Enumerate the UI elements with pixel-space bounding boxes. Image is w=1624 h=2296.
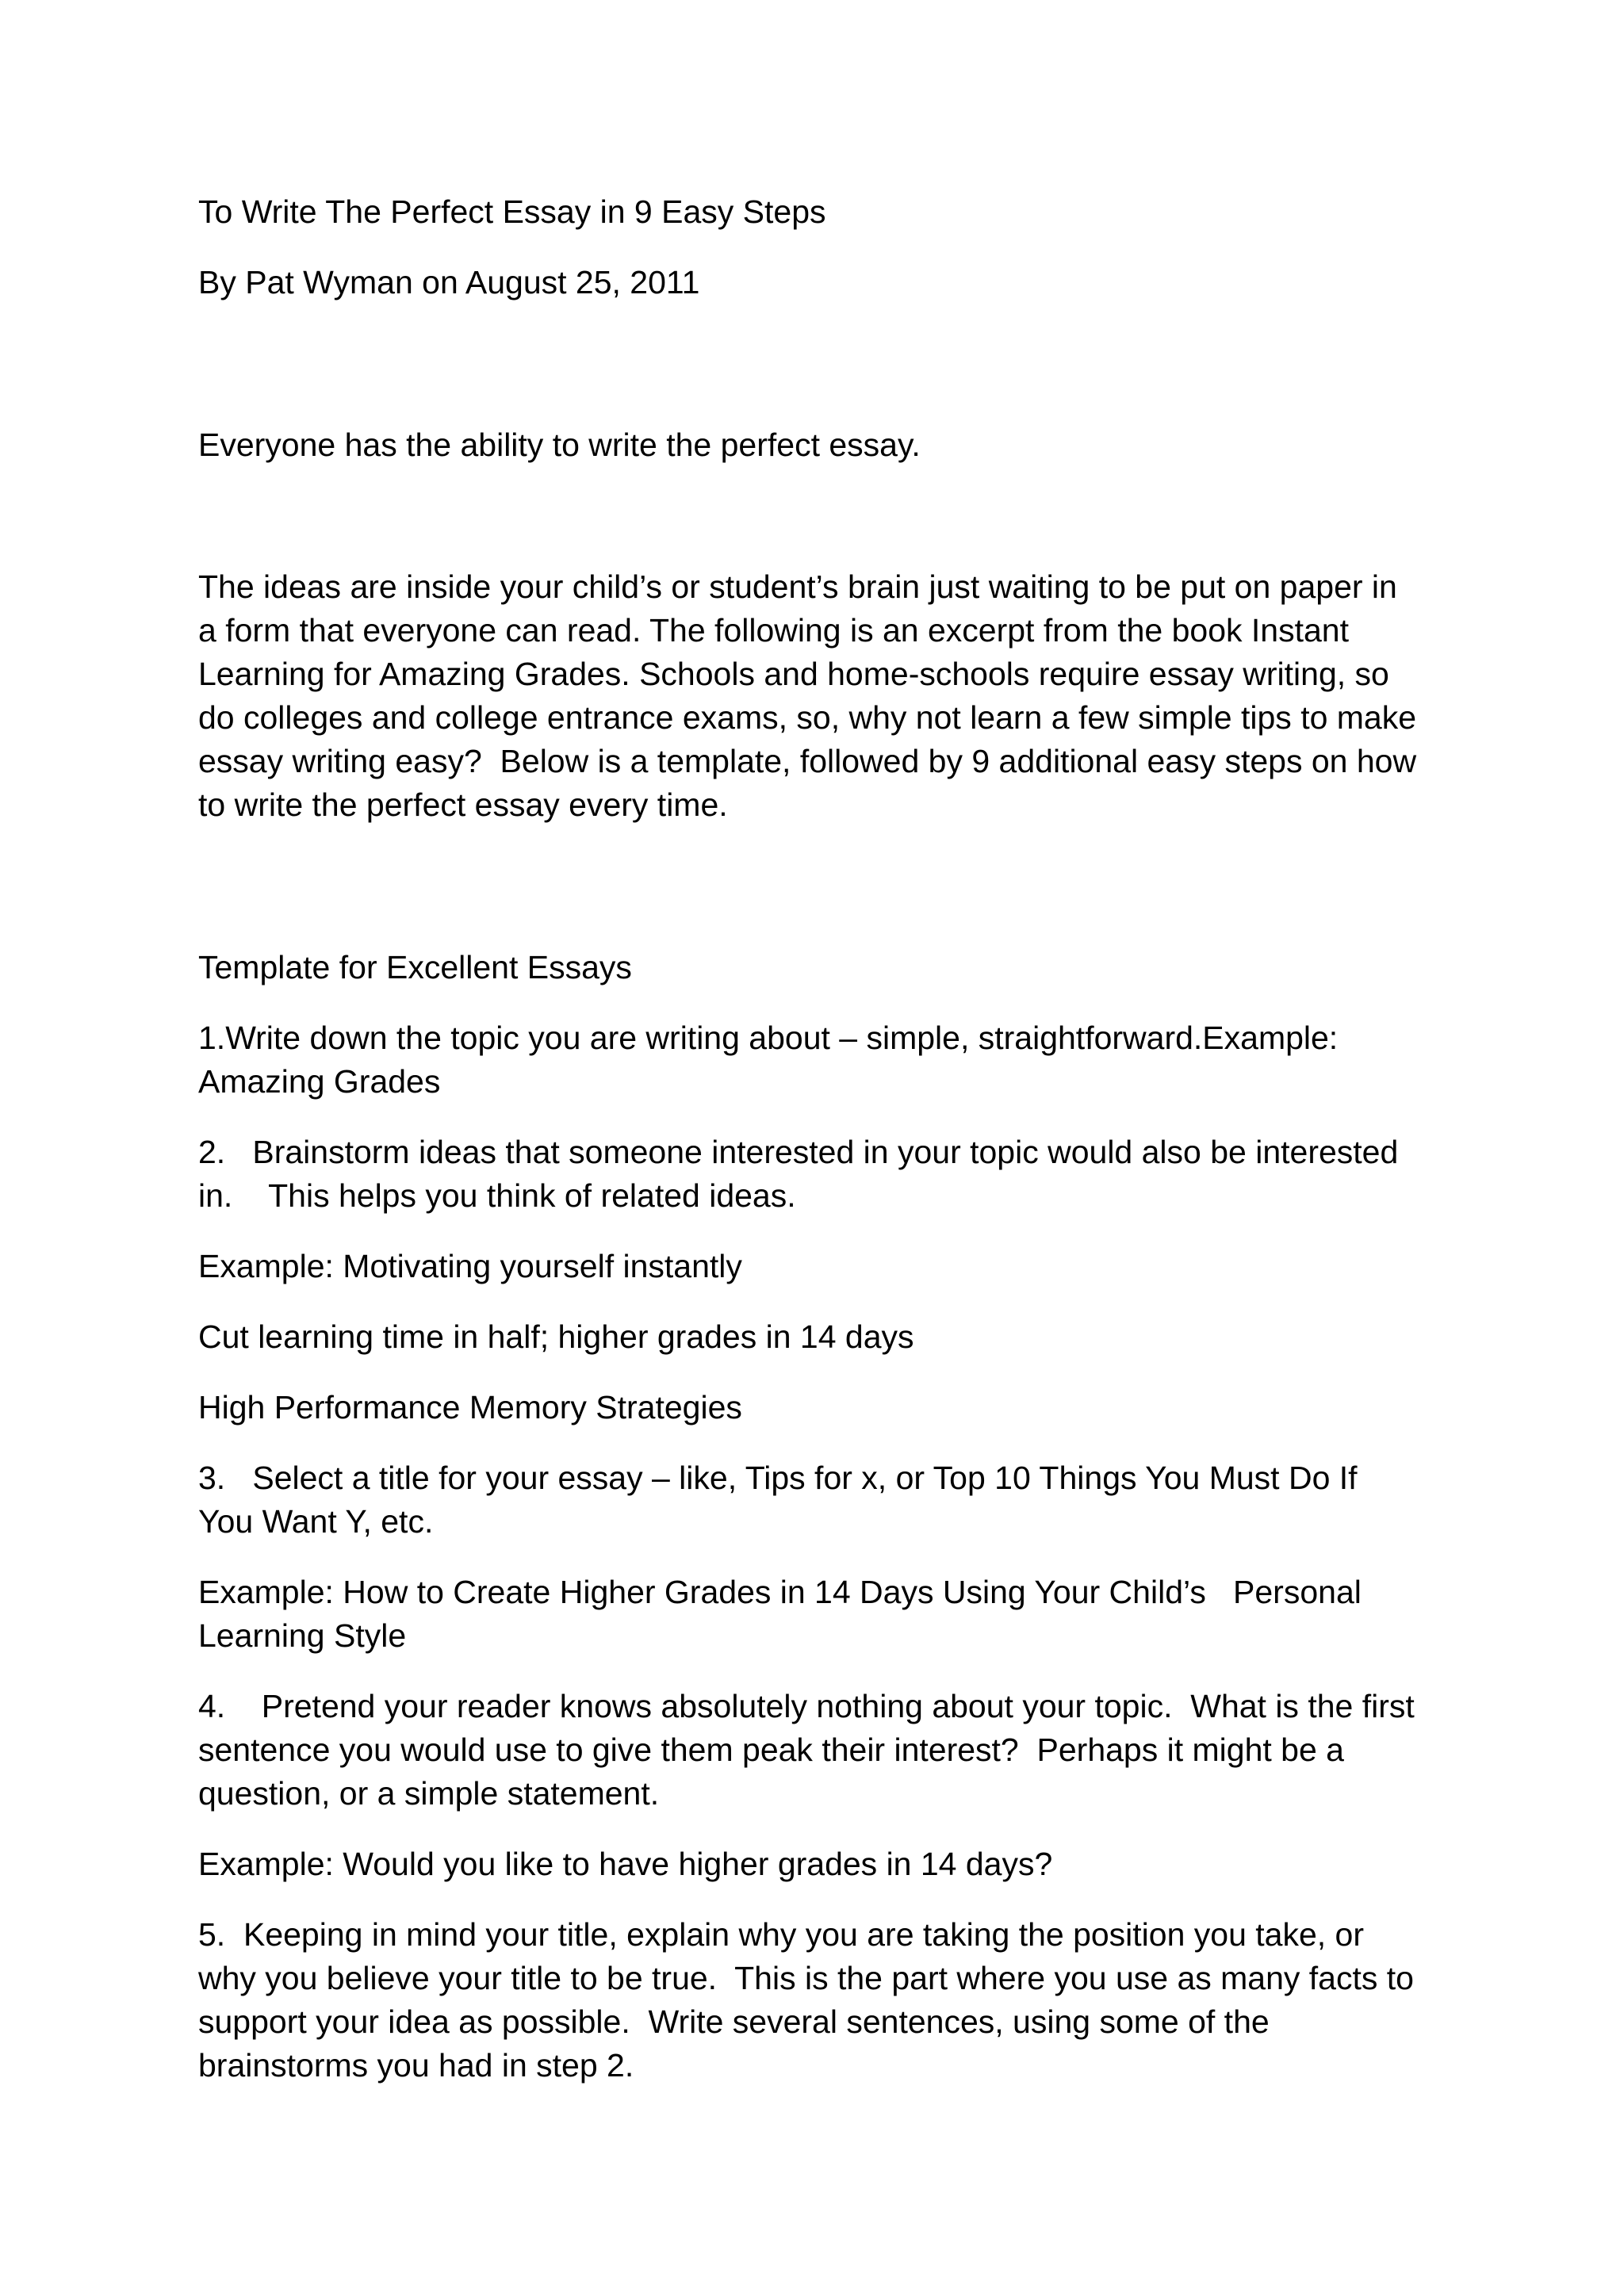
- paragraph-line: to write the perfect essay every time.: [198, 786, 728, 823]
- intro-sentence: Everyone has the ability to write the perfect essay.: [198, 427, 921, 463]
- paragraph-line: The ideas are inside your child’s or student’s brain just waiting to be put on paper in: [198, 568, 1397, 605]
- block-line: why you believe your title to be true. This is the part where you use as many facts to: [198, 1960, 1414, 1996]
- block-line: 5. Keeping in mind your title, explain why you are taking the position you take, or: [198, 1916, 1365, 1953]
- document-byline: By Pat Wyman on August 25, 2011: [198, 264, 700, 300]
- block-line: Learning Style: [198, 1617, 407, 1654]
- block-line: High Performance Memory Strategies: [198, 1389, 742, 1425]
- block-line: question, or a simple statement.: [198, 1775, 660, 1812]
- block-line: Cut learning time in half; higher grades in 14 days: [198, 1318, 914, 1355]
- block-line: 3. Select a title for your essay – like, Tips for x, or Top 10 Things You Must Do If: [198, 1460, 1358, 1496]
- example-line: [198, 1245, 1451, 1288]
- block-line: brainstorms you had in step 2.: [198, 2047, 634, 2084]
- example-line: [198, 1315, 1451, 1359]
- block-line: sentence you would use to give them peak their interest? Perhaps it might be a: [198, 1732, 1344, 1768]
- block-line: in. This helps you think of related ideas.: [198, 1177, 796, 1214]
- step-5: [198, 1913, 1451, 2087]
- paragraph-line: a form that everyone can read. The following is an excerpt from the book Instant: [198, 612, 1349, 649]
- intro-paragraph: [198, 565, 1451, 827]
- block-line: Example: Would you like to have higher grades in 14 days?: [198, 1846, 1053, 1882]
- block-line: You Want Y, etc.: [198, 1503, 434, 1540]
- example-line: [198, 1571, 1451, 1658]
- section-heading: Template for Excellent Essays: [198, 949, 632, 985]
- step-2: [198, 1131, 1451, 1218]
- block-line: Example: Motivating yourself instantly: [198, 1248, 742, 1284]
- document-title: To Write The Perfect Essay in 9 Easy Steps: [198, 193, 826, 230]
- paragraph-line: Learning for Amazing Grades. Schools and home-schools require essay writing, so: [198, 656, 1389, 692]
- paragraph-line: essay writing easy? Below is a template, followed by 9 additional easy steps on how: [198, 743, 1417, 779]
- step-4: [198, 1685, 1451, 1816]
- block-line: 2. Brainstorm ideas that someone interested in your topic would also be interested: [198, 1134, 1399, 1170]
- block-line: support your idea as possible. Write several sentences, using some of the: [198, 2003, 1270, 2040]
- step-1: [198, 1016, 1451, 1104]
- step-3: [198, 1456, 1451, 1544]
- example-line: [198, 1386, 1451, 1429]
- example-line: [198, 1843, 1451, 1886]
- paragraph-line: do colleges and college entrance exams, so, why not learn a few simple tips to make: [198, 699, 1417, 736]
- block-line: Example: How to Create Higher Grades in 14 Days Using Your Child’s Personal: [198, 1574, 1362, 1610]
- document-page: [198, 190, 1451, 2087]
- block-line: 4. Pretend your reader knows absolutely nothing about your topic. What is the first: [198, 1688, 1415, 1724]
- block-line: 1.Write down the topic you are writing about – simple, straightforward.Example:: [198, 1020, 1339, 1056]
- block-line: Amazing Grades: [198, 1063, 441, 1100]
